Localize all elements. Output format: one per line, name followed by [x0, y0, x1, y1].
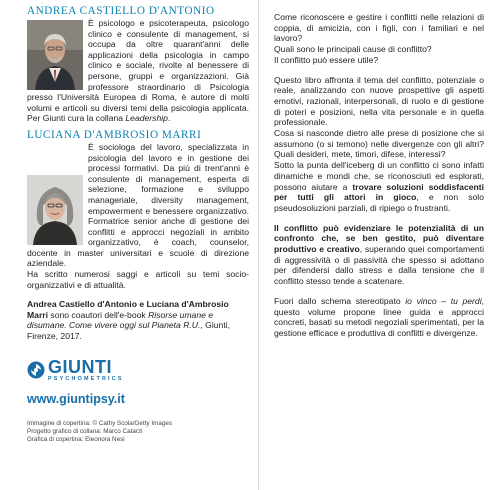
author-1-photo — [27, 20, 83, 90]
author-2-name: LUCIANA D'AMBROSIO MARRI — [27, 128, 202, 141]
authors-column — [27, 5, 249, 485]
synopsis-p5-text: Fuori dallo schema stereotipato — [274, 295, 406, 306]
brand-subtitle: PSYCHOMETRICS — [48, 375, 124, 382]
author-2-bio — [27, 142, 249, 290]
coauthors-note — [27, 299, 249, 341]
synopsis-p4-text: , superando quei comportamenti di aggressività o di passività che spesso si adottano per difendersi dallo stress e dalla tensione che il conflitto stesso tende a scatenare. — [274, 244, 485, 287]
synopsis-paragraph-5 — [274, 296, 484, 339]
brand-name: GIUNTI — [48, 356, 112, 377]
author-2-photo — [27, 175, 83, 245]
giunti-logo-icon — [27, 361, 45, 379]
image-credits — [27, 420, 249, 445]
author-block-1 — [27, 5, 249, 124]
author-2-bio-text: È sociologa del lavoro, specializzata in psicologia del lavoro e in gestione dei processi formativi. Da più di trent'anni è consulente di management, esperta di selezione, formazione e sviluppo manageriale, diversity management, empowerment e benessere organizzativo. Formatrice senior anche di gestione dei conflitti e approcci negoziali in ambito organizzativo, è coach, counselor, docente in master universitari e scuole di direzione aziendale. — [27, 141, 249, 269]
author-1-bio-text: È psicologo e psicoterapeuta, psicologo clinico e consulente di management, si occupa da oltre quarant'anni delle applicazioni della psicologia in campo clinico e sociale, rivolte al benessere di persone, gruppi e organizzazioni. Già professore straordinario di Psicologia presso l'Università Europea di Roma, è autore di molti volumi e articoli su diversi temi della psicologia applicata. Per Giunti cura la collana — [27, 18, 249, 124]
coauthors-ebook-title: Risorse umane e disumane. Come vivere oggi sul Pianeta R.U. — [27, 309, 214, 331]
synopsis-paragraph-1: Questo libro affronta il tema del conflitto, potenziale o reale, analizzando con nuove prospettive gli aspetti emotivi, razionali, interpersonali, di ruolo e di gestione di poteri e posizioni, nella vita personale e in quella professionale. — [274, 74, 484, 128]
author-2-bio-more: Ha scritto numerosi saggi e articoli su temi socio-organizzativi e di attualità. — [27, 269, 249, 290]
synopsis-paragraph-2: Cosa si nasconde dietro alle prese di posizione che si assumono (o si temono) nelle divergenze con gli altri? Quali desideri, mete, timori, difese, interessi? — [274, 128, 484, 160]
website-link[interactable]: www.giuntipsy.it — [27, 392, 125, 407]
synopsis-p5-quote: io vinco – tu perdi — [405, 295, 482, 306]
author-1-bio — [27, 18, 249, 124]
synopsis-p5-end: , questo volume propone linee guida e approcci concreti, basati su metodi negoziali sperimentati, per la gestione efficace e produttiva di conflitti e divergenze. — [274, 295, 484, 338]
synopsis-paragraph-4 — [274, 223, 484, 287]
coauthors-names: Andrea Castiello d'Antonio e Luciana d'Ambrosio Marri — [27, 299, 229, 320]
synopsis-paragraph-3 — [274, 160, 484, 214]
author-block-2 — [27, 129, 249, 290]
synopsis-column — [274, 12, 484, 339]
synopsis-p3-text: Sotto la punta dell'iceberg di un conflitto ci sono infatti dinamiche e mondi che, se riconosciuti ed esplorati, possono aiutare a — [274, 160, 484, 192]
synopsis-p3-highlight: trovare soluzioni soddisfacenti per tutti gli attori in gioco — [274, 181, 484, 203]
coauthors-text-1: sono coautori dell'e-book — [48, 309, 149, 320]
synopsis-p3-end: , e non solo pseudosoluzioni parziali, di ripiego o frustranti. — [274, 192, 484, 213]
author-1-bio-end: . — [167, 113, 171, 124]
synopsis-p4-highlight: Il conflitto può evidenziare le potenzialità di un confronto che, se ben gestito, può diventare produttivo e creativo — [274, 222, 484, 255]
author-1-series: Leadership — [125, 113, 168, 124]
synopsis-questions: Come riconoscere e gestire i conflitti nelle relazioni di coppia, di amicizia, con i figli, con i familiari e nel lavoro? Quali sono le principali cause di conflitto? Il conflitto può essere utile? — [274, 12, 484, 65]
author-1-name: ANDREA CASTIELLO D'ANTONIO — [27, 5, 215, 17]
credit-line: Progetto grafico di collana: Marco Catarzi — [27, 428, 143, 436]
column-divider — [258, 0, 259, 490]
credit-line: Immagine di copertina: © Cathy Scola/Getty Images — [27, 420, 172, 428]
coauthors-text-2: , Giunti, Firenze, 2017. — [27, 320, 231, 342]
credit-line: Grafica di copertina: Eleonora Nesi — [27, 436, 125, 444]
publisher-logo — [27, 358, 249, 382]
